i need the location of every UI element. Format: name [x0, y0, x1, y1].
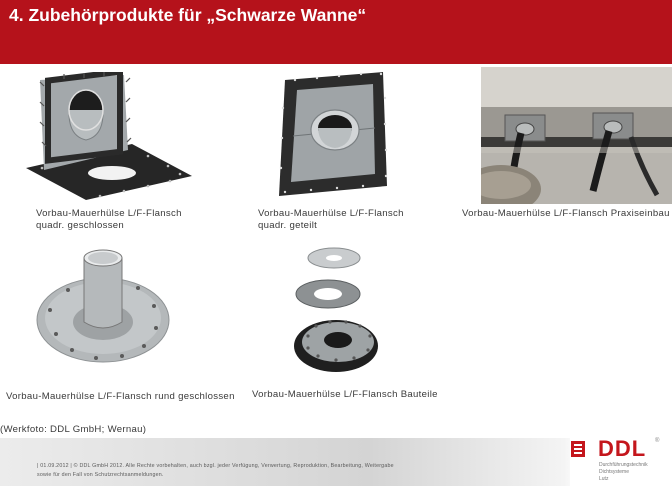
logo-registered: ® [655, 438, 660, 444]
footer-line: sowie für den Fall von Schutzrechtsanmeldungen. [37, 472, 164, 478]
photo-components [288, 236, 398, 384]
caption-square-split [258, 208, 404, 232]
caption-installation: Vorbau-Mauerhülse L/F-Flansch Praxiseinbau [462, 208, 670, 219]
caption-components: Vorbau-Mauerhülse L/F-Flansch Bauteile [252, 389, 438, 400]
caption-round-closed: Vorbau-Mauerhülse L/F-Flansch rund geschlossen [6, 391, 235, 402]
logo-tag-line: Durchführungstechnik [599, 462, 648, 468]
caption-line: Vorbau-Mauerhülse L/F-Flansch [36, 208, 182, 219]
photo-square-closed-flange [20, 72, 200, 202]
footer-copyright [37, 462, 394, 480]
photo-square-split-flange [255, 68, 395, 208]
caption-square-closed [36, 208, 182, 232]
photo-credit: (Werkfoto: DDL GmbH; Wernau) [0, 424, 147, 435]
title-bar [0, 0, 672, 64]
logo-tag-line: Dichtsysteme [599, 469, 630, 475]
logo-mark-icon [570, 440, 586, 458]
page-title: 4. Zubehörprodukte für „Schwarze Wanne“ [9, 5, 367, 25]
caption-line: Vorbau-Mauerhülse L/F-Flansch [258, 208, 404, 219]
caption-line: quadr. geteilt [258, 220, 318, 231]
logo-tag-line: Lutz [599, 476, 609, 482]
logo-tagline [599, 462, 671, 483]
photo-round-closed-flange [34, 236, 172, 366]
footer-line: | 01.09.2012 | © DDL GmbH 2012. Alle Rechte vorbehalten, auch bzgl. jeder Verfügung, Verwertung, Reproduktion, Bearbeitung, Weitergabe [37, 463, 394, 469]
logo-wordmark: DDL [598, 436, 647, 461]
photo-installation [481, 67, 672, 204]
caption-line: quadr. geschlossen [36, 220, 125, 231]
